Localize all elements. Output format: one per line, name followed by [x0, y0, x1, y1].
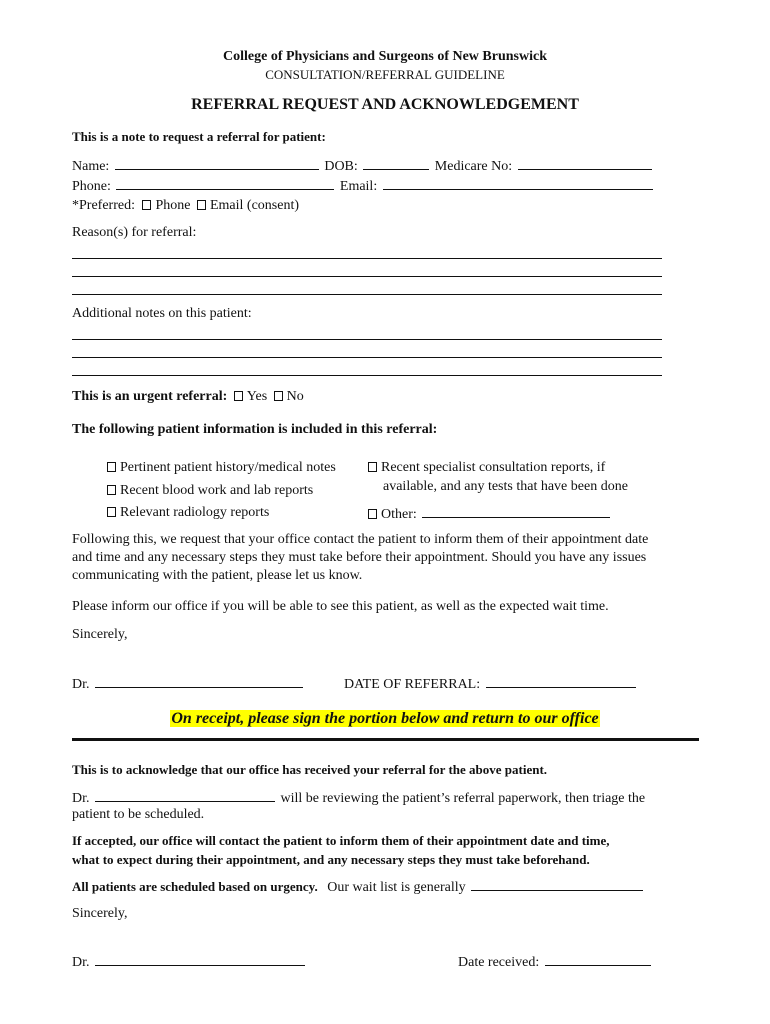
date-referral-label: DATE OF REFERRAL: — [344, 677, 481, 692]
waitlist-field[interactable] — [471, 877, 643, 891]
other-label: Other: — [381, 507, 417, 522]
referring-doctor-field[interactable] — [95, 674, 303, 688]
receipt-banner-row — [0, 708, 770, 731]
receiving-doctor-field[interactable] — [95, 952, 305, 966]
medicare-field[interactable] — [518, 156, 652, 170]
urgency-statement: All patients are scheduled based on urgency. — [72, 879, 318, 894]
sincerely-1: Sincerely, — [72, 627, 128, 642]
preferred-row — [72, 197, 299, 215]
pref-phone-checkbox[interactable] — [142, 200, 151, 210]
ack-statement: This is to acknowledge that our office has received your referral for the above patient. — [72, 762, 548, 777]
notes-line-2[interactable] — [72, 357, 662, 358]
page-title: REFERRAL REQUEST AND ACKNOWLEDGEMENT — [191, 96, 579, 113]
request-para-line-2: and time and any necessary steps they must take before their appointment. Should you have any issues — [72, 550, 647, 565]
date-received-field[interactable] — [545, 952, 651, 966]
date-received-row — [458, 952, 653, 972]
request-para-line-3: communicating with the patient, please let us know. — [72, 568, 363, 583]
reviewing-doctor-field[interactable] — [95, 788, 275, 802]
review-row — [72, 788, 645, 808]
receiving-doctor-row — [72, 952, 307, 972]
included-label: The following patient information is included in this referral: — [72, 422, 438, 437]
preferred-label: *Preferred: — [72, 198, 135, 213]
reason-line-2[interactable] — [72, 276, 662, 277]
section-divider — [72, 738, 699, 741]
patient-intro: This is a note to request a referral for patient: — [72, 129, 326, 144]
accepted-line-2: what to expect during their appointment, and any necessary steps they must take beforehand. — [72, 852, 590, 867]
other-field[interactable] — [422, 504, 610, 518]
phone-field[interactable] — [116, 176, 334, 190]
reason-label: Reason(s) for referral: — [72, 225, 197, 240]
urgent-no-checkbox[interactable] — [274, 391, 283, 401]
receipt-banner: On receipt, please sign the portion below and return to our office — [171, 710, 599, 727]
dr-label-2: Dr. — [72, 791, 90, 806]
accepted-line-1: If accepted, our office will contact the patient to inform them of their appointment date and time, — [72, 833, 610, 848]
history-checkbox[interactable] — [107, 462, 116, 472]
waitlist-row — [72, 877, 645, 897]
dob-label: DOB: — [324, 159, 358, 174]
urgent-row — [72, 388, 304, 406]
form-subtitle: CONSULTATION/REFERRAL GUIDELINE — [265, 67, 505, 82]
consultation-label-2: available, and any tests that have been done — [383, 479, 628, 494]
reason-line-1[interactable] — [72, 258, 662, 259]
review-text-2: patient to be scheduled. — [72, 807, 205, 822]
urgent-yes-label: Yes — [246, 389, 268, 404]
patient-row-1 — [72, 156, 654, 176]
urgent-label: This is an urgent referral: — [72, 389, 228, 404]
waitlist-label: Our wait list is generally — [327, 880, 466, 895]
reason-line-3[interactable] — [72, 294, 662, 295]
included-item-1 — [107, 459, 336, 477]
pref-email-label: Email (consent) — [209, 198, 299, 213]
email-field[interactable] — [383, 176, 653, 190]
urgent-yes-checkbox[interactable] — [234, 391, 243, 401]
dob-field[interactable] — [363, 156, 429, 170]
other-checkbox[interactable] — [368, 509, 377, 519]
date-referral-row — [344, 674, 638, 694]
radiology-checkbox[interactable] — [107, 507, 116, 517]
consultation-checkbox[interactable] — [368, 462, 377, 472]
notes-line-1[interactable] — [72, 339, 662, 340]
history-label: Pertinent patient history/medical notes — [120, 460, 336, 475]
notes-label: Additional notes on this patient: — [72, 306, 252, 321]
included-item-5 — [368, 504, 612, 524]
dr-label-1: Dr. — [72, 677, 90, 692]
date-referral-field[interactable] — [486, 674, 636, 688]
notes-line-3[interactable] — [72, 375, 662, 376]
pref-email-checkbox[interactable] — [197, 200, 206, 210]
sincerely-2: Sincerely, — [72, 906, 128, 921]
medicare-label: Medicare No: — [434, 159, 513, 174]
name-label: Name: — [72, 159, 110, 174]
referring-doctor-row — [72, 674, 305, 694]
patient-row-2 — [72, 176, 655, 196]
included-item-4 — [368, 459, 605, 477]
bloodwork-label: Recent blood work and lab reports — [120, 483, 314, 498]
date-received-label: Date received: — [458, 955, 540, 970]
review-text-1: will be reviewing the patient’s referral paperwork, then triage the — [280, 791, 646, 806]
included-item-3 — [107, 504, 269, 522]
included-item-2 — [107, 482, 313, 500]
urgent-no-label: No — [286, 389, 304, 404]
pref-phone-label: Phone — [155, 198, 191, 213]
bloodwork-checkbox[interactable] — [107, 485, 116, 495]
name-field[interactable] — [115, 156, 319, 170]
radiology-label: Relevant radiology reports — [120, 505, 270, 520]
dr-label-3: Dr. — [72, 955, 90, 970]
email-label: Email: — [339, 179, 378, 194]
org-name: College of Physicians and Surgeons of New Brunswick — [223, 49, 547, 64]
inform-para: Please inform our office if you will be able to see this patient, as well as the expected wait time. — [72, 599, 609, 614]
consultation-label-1: Recent specialist consultation reports, if — [381, 460, 606, 475]
phone-label: Phone: — [72, 179, 111, 194]
request-para-line-1: Following this, we request that your office contact the patient to inform them of their appointment date — [72, 532, 649, 547]
